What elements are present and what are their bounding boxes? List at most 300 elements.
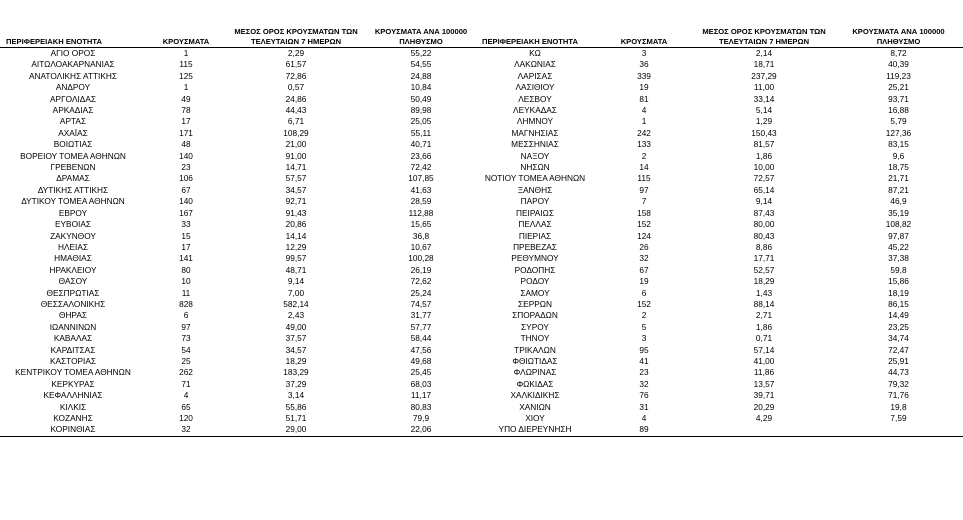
avg-7day-cell: 91,00 — [285, 150, 307, 161]
regional-unit-cell: ΝΟΤΙΟΥ ΤΟΜΕΑ ΑΘΗΝΩΝ — [484, 173, 586, 184]
cases-cell: 76 — [639, 390, 649, 401]
regional-unit-cell: ΚΙΛΚΙΣ — [59, 401, 87, 412]
avg-7day-cell: 237,29 — [751, 70, 777, 81]
per-100000-cell: 18,75 — [888, 162, 909, 173]
table-row — [0, 208, 963, 219]
table-row — [0, 59, 963, 70]
per-100000-cell: 72,47 — [888, 344, 909, 355]
per-100000-cell: 47,56 — [410, 344, 432, 355]
avg-7day-cell: 14,71 — [285, 162, 307, 173]
per-100000-cell: 79,9 — [412, 413, 430, 423]
cases-cell: 4 — [183, 390, 189, 401]
avg-7day-cell: 13,57 — [753, 378, 775, 389]
cases-cell: 7 — [641, 196, 647, 207]
per-100000-cell: 83,15 — [888, 139, 909, 150]
per-100000-cell: 97,87 — [888, 230, 909, 241]
avg-7day-cell: 6,71 — [287, 116, 305, 127]
avg-7day-cell: 29,00 — [226, 424, 366, 436]
cases-cell: 1 — [641, 116, 647, 127]
cases-cell: 19 — [639, 276, 649, 287]
regional-unit-cell: ΚΟΡΙΝΘΙΑΣ — [0, 424, 146, 436]
avg-7day-cell: 2,29 — [287, 48, 305, 58]
avg-7day-cell: 9,14 — [287, 276, 305, 287]
table-row — [0, 253, 963, 264]
avg-7day-cell: 61,57 — [285, 59, 307, 70]
regional-unit-cell: ΔΥΤΙΚΗΣ ΑΤΤΙΚΗΣ — [37, 184, 109, 195]
cases-cell: 14 — [639, 162, 649, 173]
cases-cell: 95 — [639, 344, 649, 355]
per-100000-cell: 5,79 — [890, 116, 907, 127]
per-100000-cell: 25,24 — [410, 287, 432, 298]
table-row — [0, 139, 963, 150]
avg-7day-cell: 18,71 — [753, 59, 775, 70]
regional-unit-cell: ΘΕΣΠΡΩΤΙΑΣ — [46, 287, 100, 298]
per-100000-cell: 127,36 — [885, 127, 912, 138]
cases-cell: 125 — [179, 70, 193, 81]
table-row — [0, 242, 963, 253]
regional-unit-cell: ΦΩΚΙΔΑΣ — [516, 378, 554, 389]
cases-cell: 115 — [179, 59, 193, 70]
header-7day-average-left: ΜΕΣΟΣ ΟΡΟΣ ΚΡΟΥΣΜΑΤΩΝ ΤΩΝ ΤΕΛΕΥΤΑΙΩΝ 7 ΗΜΕΡΩΝ — [226, 10, 366, 48]
avg-7day-cell: 10,00 — [753, 162, 775, 173]
per-100000-cell: 74,57 — [410, 298, 432, 309]
header-7day-average-right: ΜΕΣΟΣ ΟΡΟΣ ΚΡΟΥΣΜΑΤΩΝ ΤΩΝ ΤΕΛΕΥΤΑΙΩΝ 7 ΗΜΕΡΩΝ — [694, 10, 834, 48]
regional-unit-cell: ΗΛΕΙΑΣ — [57, 241, 89, 252]
per-100000-cell: 72,42 — [410, 162, 432, 173]
regional-unit-cell: ΦΘΙΩΤΙΔΑΣ — [512, 355, 558, 366]
per-100000-cell: 112,88 — [408, 207, 434, 218]
header-cases-right: ΚΡΟΥΣΜΑΤΑ — [594, 10, 694, 48]
avg-7day-cell: 2,14 — [755, 48, 773, 58]
per-100000-cell: 57,77 — [410, 321, 432, 332]
avg-7day-cell: 41,00 — [753, 355, 775, 366]
regional-unit-cell: ΗΡΑΚΛΕΙΟΥ — [49, 264, 97, 275]
regional-unit-cell: ΤΡΙΚΑΛΩΝ — [514, 344, 556, 355]
table-row — [0, 288, 963, 299]
per-100000-cell: 11,17 — [410, 390, 432, 401]
avg-7day-cell: 18,29 — [285, 355, 307, 366]
cases-cell: 33 — [181, 219, 191, 230]
regional-unit-cell: ΕΒΡΟΥ — [58, 207, 88, 218]
per-100000-cell: 55,22 — [410, 48, 432, 58]
cases-cell: 262 — [179, 367, 193, 378]
avg-7day-cell: 183,29 — [283, 367, 309, 378]
per-100000-cell: 10,67 — [410, 241, 432, 252]
table-row — [0, 116, 963, 127]
cases-cell: 5 — [641, 321, 647, 332]
per-100000-cell: 26,19 — [410, 264, 432, 275]
table-row — [0, 413, 963, 424]
cases-cell: 26 — [639, 241, 649, 252]
avg-7day-cell: 18,29 — [753, 276, 775, 287]
per-100000-cell: 35,19 — [888, 207, 909, 218]
per-100000-cell: 50,49 — [410, 93, 432, 104]
regional-unit-cell: ΣΠΟΡΑΔΩΝ — [512, 310, 558, 321]
avg-7day-cell: 92,71 — [285, 196, 307, 207]
cases-cell: 73 — [181, 333, 191, 344]
header-regional-unit-right: ΠΕΡΙΦΕΡΕΙΑΚΗ ΕΝΟΤΗΤΑ — [476, 10, 594, 48]
avg-7day-cell: 55,86 — [285, 401, 307, 412]
regional-unit-cell: ΑΧΑΪΑΣ — [58, 127, 88, 138]
regional-unit-cell: ΚΕΡΚΥΡΑΣ — [51, 378, 95, 389]
regional-unit-cell: ΑΓΙΟ ΟΡΟΣ — [50, 48, 96, 58]
cases-cell: 167 — [179, 207, 193, 218]
avg-7day-cell: 99,57 — [285, 253, 307, 264]
avg-7day-cell: 11,86 — [753, 367, 775, 378]
avg-7day-cell: 2,71 — [755, 310, 773, 321]
table-row — [0, 128, 963, 139]
avg-7day-cell: 80,43 — [753, 230, 775, 241]
regional-unit-cell: ΔΡΑΜΑΣ — [56, 173, 90, 184]
cases-cell: 339 — [637, 70, 651, 81]
cases-cell: 17 — [181, 241, 191, 252]
cases-cell: 32 — [146, 424, 226, 436]
cases-cell: 4 — [641, 105, 647, 116]
per-100000-cell: 16,88 — [888, 105, 909, 116]
per-100000-cell: 31,77 — [410, 310, 432, 321]
table-row — [0, 356, 963, 367]
cases-cell: 1 — [183, 48, 189, 58]
cases-cell: 67 — [181, 184, 191, 195]
cases-cell: 140 — [179, 196, 193, 207]
cases-cell: 97 — [181, 321, 191, 332]
per-100000-cell: 25,05 — [410, 116, 432, 127]
table-row — [0, 196, 963, 207]
per-100000-cell: 23,25 — [888, 321, 909, 332]
avg-7day-cell: 1,43 — [755, 287, 773, 298]
per-100000-cell: 25,21 — [888, 82, 909, 93]
regional-unit-cell: ΖΑΚΥΝΘΟΥ — [50, 230, 96, 241]
table-row — [0, 322, 963, 333]
avg-7day-cell: 3,14 — [287, 390, 305, 401]
avg-7day-cell: 37,57 — [285, 333, 307, 344]
per-100000-cell: 79,32 — [888, 378, 909, 389]
cases-cell: 31 — [639, 401, 649, 412]
avg-7day-cell: 80,00 — [753, 219, 775, 230]
regional-unit-cell: ΛΕΥΚΑΔΑΣ — [513, 105, 557, 116]
cases-cell: 115 — [637, 173, 651, 184]
per-100000-cell: 14,49 — [888, 310, 909, 321]
regional-unit-cell: ΑΝΑΤΟΛΙΚΗΣ ΑΤΤΙΚΗΣ — [28, 70, 118, 81]
cases-cell: 80 — [181, 264, 191, 275]
table-body — [0, 48, 963, 437]
avg-7day-cell: 8,86 — [755, 241, 773, 252]
cases-cell: 25 — [181, 355, 191, 366]
cases-cell: 1 — [183, 82, 189, 93]
regional-unit-cell: ΝΑΞΟΥ — [520, 150, 550, 161]
table-row — [0, 48, 963, 60]
cases-cell: 15 — [181, 230, 191, 241]
cases-cell: 23 — [181, 162, 191, 173]
per-100000-cell: 41,63 — [410, 184, 432, 195]
cases-cell: 23 — [639, 367, 649, 378]
regional-unit-cell: ΜΕΣΣΗΝΙΑΣ — [511, 139, 559, 150]
avg-7day-cell: 108,29 — [283, 127, 309, 138]
per-100000-cell: 100,28 — [408, 253, 434, 264]
avg-7day-cell: 582,14 — [283, 298, 309, 309]
cases-cell: 2 — [641, 310, 647, 321]
regional-unit-cell: ΘΑΣΟΥ — [58, 276, 88, 287]
table-row — [0, 219, 963, 230]
regional-unit-cell: ΦΛΩΡΙΝΑΣ — [513, 367, 557, 378]
cases-cell: 41 — [639, 355, 649, 366]
cases-cell: 6 — [183, 310, 189, 321]
regional-unit-cell: ΚΕΝΤΡΙΚΟΥ ΤΟΜΕΑ ΑΘΗΝΩΝ — [15, 367, 131, 378]
per-100000-cell: 15,65 — [410, 219, 432, 230]
avg-7day-cell: 44,43 — [285, 105, 307, 116]
cases-cell: 19 — [639, 82, 649, 93]
cases-cell: 4 — [641, 413, 647, 423]
cases-cell: 48 — [181, 139, 191, 150]
per-100000-cell — [834, 424, 963, 436]
regional-unit-cell: ΗΜΑΘΙΑΣ — [54, 253, 92, 264]
per-100000-cell: 28,59 — [410, 196, 432, 207]
cases-cell: 140 — [179, 150, 193, 161]
regional-unit-cell: ΑΝΔΡΟΥ — [55, 82, 91, 93]
avg-7day-cell: 87,43 — [753, 207, 775, 218]
regional-unit-cell: ΚΑΣΤΟΡΙΑΣ — [49, 355, 97, 366]
table-row — [0, 402, 963, 413]
cases-cell: 133 — [637, 139, 651, 150]
table-row — [0, 151, 963, 162]
table-row — [0, 345, 963, 356]
per-100000-cell: 18,19 — [888, 287, 909, 298]
cases-cell: 152 — [637, 298, 651, 309]
regional-unit-cell: ΚΕΦΑΛΛΗΝΙΑΣ — [43, 390, 103, 401]
regional-unit-cell: ΡΕΘΥΜΝΟΥ — [511, 253, 559, 264]
regional-unit-cell: ΡΟΔΟΥ — [520, 276, 550, 287]
cases-cell: 120 — [179, 413, 193, 423]
avg-7day-cell: 37,29 — [285, 378, 307, 389]
table-row — [0, 299, 963, 310]
regional-unit-cell: ΥΠΟ ΔΙΕΡΕΥΝΗΣΗ — [476, 424, 594, 436]
avg-7day-cell: 81,57 — [753, 139, 775, 150]
regional-unit-cell: ΑΡΚΑΔΙΑΣ — [52, 105, 94, 116]
avg-7day-cell: 7,00 — [287, 287, 305, 298]
per-100000-cell: 68,03 — [410, 378, 432, 389]
regional-unit-cell: ΑΙΤΩΛΟΑΚΑΡΝΑΝΙΑΣ — [31, 59, 115, 70]
regional-unit-cell: ΒΟΙΩΤΙΑΣ — [53, 139, 93, 150]
avg-7day-cell: 0,71 — [755, 333, 773, 344]
avg-7day-cell: 9,14 — [755, 196, 773, 207]
avg-7day-cell: 150,43 — [751, 127, 777, 138]
table-row — [0, 94, 963, 105]
regional-unit-cell: ΙΩΑΝΝΙΝΩΝ — [49, 321, 97, 332]
cases-cell: 11 — [181, 287, 191, 298]
regional-unit-cell: ΣΥΡΟΥ — [521, 321, 549, 332]
per-100000-cell: 72,62 — [410, 276, 432, 287]
header-cases-per-100000-right: ΚΡΟΥΣΜΑΤΑ ΑΝΑ 100000 ΠΛΗΘΥΣΜΟ — [834, 10, 963, 48]
per-100000-cell: 15,86 — [888, 276, 909, 287]
avg-7day-cell: 24,86 — [285, 93, 307, 104]
table-row — [0, 173, 963, 184]
avg-7day-cell: 1,86 — [755, 321, 773, 332]
table-row — [0, 333, 963, 344]
cases-cell: 54 — [181, 344, 191, 355]
per-100000-cell: 21,71 — [888, 173, 909, 184]
regional-unit-cell: ΠΑΡΟΥ — [520, 196, 550, 207]
per-100000-cell: 40,39 — [888, 59, 909, 70]
header-cases-per-100000-left: ΚΡΟΥΣΜΑΤΑ ΑΝΑ 100000 ΠΛΗΘΥΣΜΟ — [366, 10, 476, 48]
regional-unit-cell: ΛΑΡΙΣΑΣ — [517, 70, 553, 81]
table-row — [0, 185, 963, 196]
avg-7day-cell: 20,86 — [285, 219, 307, 230]
avg-7day-cell: 1,29 — [755, 116, 773, 127]
regional-unit-cell: ΠΡΕΒΕΖΑΣ — [513, 241, 557, 252]
cases-cell: 124 — [637, 230, 651, 241]
cases-cell: 32 — [639, 253, 649, 264]
table-row — [0, 367, 963, 378]
per-100000-cell: 119,23 — [886, 70, 911, 81]
regional-unit-cell: ΚΟΖΑΝΗΣ — [53, 413, 93, 423]
cases-cell: 78 — [181, 105, 191, 116]
regional-unit-cell: ΔΥΤΙΚΟΥ ΤΟΜΕΑ ΑΘΗΝΩΝ — [21, 196, 125, 207]
per-100000-cell: 49,68 — [410, 355, 432, 366]
regional-unit-cell: ΣΕΡΡΩΝ — [518, 298, 552, 309]
regional-unit-cell: ΠΕΛΛΑΣ — [518, 219, 552, 230]
regional-unit-cell: ΛΕΣΒΟΥ — [518, 93, 552, 104]
cases-cell: 81 — [639, 93, 649, 104]
regional-unit-cell: ΚΩ — [529, 48, 541, 58]
per-100000-cell: 34,74 — [888, 333, 909, 344]
per-100000-cell: 59,8 — [890, 264, 907, 275]
regional-unit-cell: ΛΑΚΩΝΙΑΣ — [514, 59, 556, 70]
table-row — [0, 424, 963, 436]
cases-cell: 242 — [637, 127, 651, 138]
cases-cell: 6 — [641, 287, 647, 298]
avg-7day-cell: 33,14 — [753, 93, 775, 104]
regional-unit-cell: ΞΑΝΘΗΣ — [517, 184, 553, 195]
regional-unit-cell: ΚΑΡΔΙΤΣΑΣ — [50, 344, 96, 355]
per-100000-cell: 58,44 — [410, 333, 432, 344]
avg-7day-cell: 72,86 — [285, 70, 307, 81]
regional-unit-cell: ΛΑΣΙΘΙΟΥ — [515, 82, 555, 93]
avg-7day-cell: 51,71 — [285, 413, 307, 423]
cases-cell: 828 — [179, 298, 193, 309]
regional-unit-cell: ΤΗΝΟΥ — [520, 333, 550, 344]
cases-cell: 3 — [641, 48, 647, 58]
per-100000-cell: 71,76 — [888, 390, 909, 401]
regional-unit-cell: ΕΥΒΟΙΑΣ — [54, 219, 92, 230]
avg-7day-cell: 48,71 — [285, 264, 307, 275]
avg-7day-cell: 11,00 — [753, 82, 775, 93]
avg-7day-cell: 65,14 — [753, 184, 775, 195]
regional-unit-cell: ΠΕΙΡΑΙΩΣ — [516, 207, 554, 218]
header-cases-left: ΚΡΟΥΣΜΑΤΑ — [146, 10, 226, 48]
regional-unit-cell: ΒΟΡΕΙΟΥ ΤΟΜΕΑ ΑΘΗΝΩΝ — [20, 150, 126, 161]
avg-7day-cell: 72,57 — [753, 173, 775, 184]
per-100000-cell: 25,91 — [888, 355, 909, 366]
avg-7day-cell: 39,71 — [753, 390, 775, 401]
avg-7day-cell: 34,57 — [285, 344, 307, 355]
per-100000-cell: 45,22 — [888, 241, 909, 252]
regional-unit-cell: ΚΑΒΑΛΑΣ — [53, 333, 93, 344]
avg-7day-cell: 52,57 — [753, 264, 775, 275]
cases-cell: 141 — [179, 253, 193, 264]
regional-unit-cell: ΘΕΣΣΑΛΟΝΙΚΗΣ — [40, 298, 106, 309]
per-100000-cell: 87,21 — [888, 184, 909, 195]
per-100000-cell: 7,59 — [890, 413, 907, 423]
avg-7day-cell: 57,57 — [285, 173, 307, 184]
per-100000-cell: 25,45 — [410, 367, 432, 378]
per-100000-cell: 37,38 — [888, 253, 909, 264]
table-row — [0, 276, 963, 287]
per-100000-cell: 46,9 — [890, 196, 907, 207]
avg-7day-cell: 88,14 — [753, 298, 775, 309]
regional-unit-cell: ΘΗΡΑΣ — [58, 310, 88, 321]
regional-unit-cell: ΧΑΛΚΙΔΙΚΗΣ — [510, 390, 560, 401]
regional-unit-cell: ΛΗΜΝΟΥ — [516, 116, 554, 127]
table-row — [0, 265, 963, 276]
header-row — [0, 10, 963, 48]
per-100000-cell: 80,83 — [410, 401, 432, 412]
per-100000-cell: 44,73 — [888, 367, 909, 378]
cases-cell: 106 — [179, 173, 193, 184]
cases-table-container — [0, 10, 963, 437]
table-row — [0, 379, 963, 390]
per-100000-cell: 22,06 — [366, 424, 476, 436]
cases-cell: 32 — [639, 378, 649, 389]
avg-7day-cell: 21,00 — [285, 139, 307, 150]
per-100000-cell: 86,15 — [888, 298, 909, 309]
regional-unit-cell: ΜΑΓΝΗΣΙΑΣ — [511, 127, 559, 138]
per-100000-cell: 89,98 — [410, 105, 432, 116]
per-100000-cell: 108,82 — [885, 219, 912, 230]
avg-7day-cell: 49,00 — [285, 321, 307, 332]
per-100000-cell: 9,6 — [892, 150, 905, 161]
avg-7day-cell: 4,29 — [755, 413, 773, 423]
cases-cell: 89 — [594, 424, 694, 436]
header-regional-unit-left: ΠΕΡΙΦΕΡΕΙΑΚΗ ΕΝΟΤΗΤΑ — [0, 10, 146, 48]
avg-7day-cell: 12,29 — [285, 241, 307, 252]
avg-7day-cell: 57,14 — [753, 344, 775, 355]
table-row — [0, 310, 963, 321]
cases-cell: 71 — [181, 378, 191, 389]
regional-unit-cell: ΧΑΝΙΩΝ — [519, 401, 551, 412]
cases-cell: 49 — [181, 93, 191, 104]
avg-7day-cell: 2,43 — [287, 310, 305, 321]
regional-unit-cell: ΠΙΕΡΙΑΣ — [518, 230, 552, 241]
table-row — [0, 162, 963, 173]
cases-cell: 3 — [641, 333, 647, 344]
regional-unit-cell: ΑΡΤΑΣ — [59, 116, 87, 127]
cases-cell: 36 — [639, 59, 649, 70]
cases-cell: 158 — [637, 207, 651, 218]
regional-unit-cell: ΑΡΓΟΛΙΔΑΣ — [50, 93, 96, 104]
cases-cell: 171 — [179, 127, 193, 138]
per-100000-cell: 93,71 — [888, 93, 909, 104]
cases-cell: 67 — [639, 264, 649, 275]
per-100000-cell: 19,8 — [890, 401, 907, 412]
avg-7day-cell: 5,14 — [755, 105, 773, 116]
table-row — [0, 231, 963, 242]
regional-unit-cell: ΣΑΜΟΥ — [520, 287, 550, 298]
cases-by-regional-unit-table — [0, 10, 963, 437]
regional-unit-cell: ΝΗΣΩΝ — [520, 162, 550, 173]
regional-unit-cell: ΧΙΟΥ — [525, 413, 545, 423]
table-row — [0, 82, 963, 93]
avg-7day-cell: 20,29 — [753, 401, 775, 412]
avg-7day-cell: 17,71 — [753, 253, 775, 264]
avg-7day-cell: 14,14 — [285, 230, 307, 241]
regional-unit-cell: ΡΟΔΟΠΗΣ — [514, 264, 556, 275]
cases-cell: 97 — [639, 184, 649, 195]
table-row — [0, 71, 963, 82]
regional-unit-cell: ΓΡΕΒΕΝΩΝ — [50, 162, 96, 173]
avg-7day-cell: 91,43 — [285, 207, 307, 218]
per-100000-cell: 24,88 — [410, 70, 432, 81]
cases-cell: 152 — [637, 219, 651, 230]
